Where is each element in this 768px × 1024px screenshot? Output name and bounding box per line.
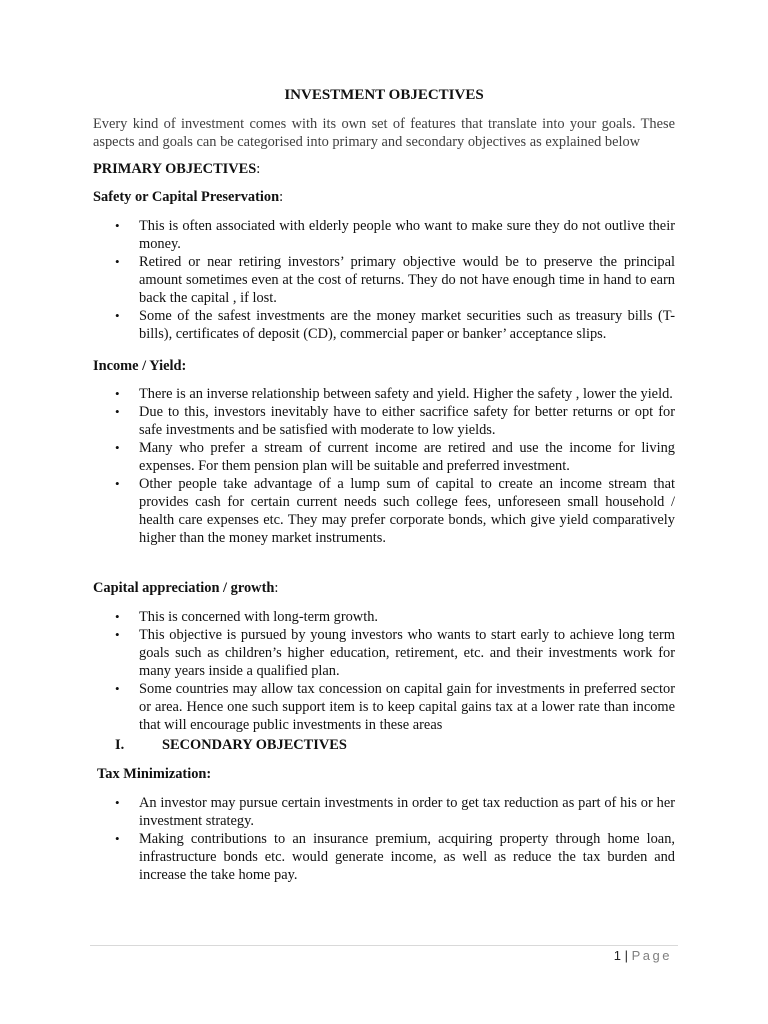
list-item-text: Other people take advantage of a lump sum of capital to create an income stream that provides cash for certain current needs such college fees, unforeseen small household / health care expenses etc. They may prefer corporate bonds, which give yield comparatively higher than the money market instruments. [139,476,675,546]
income-heading-label: Income / Yield: [93,358,187,374]
list-item [93,794,675,830]
income-bullet-list [93,385,675,547]
list-item-text: This objective is pursued by young investors who wants to start early to achieve long term goals such as children’s higher education, retirement, etc. and their investments work for many years inside a qualified plan. [139,627,675,679]
bullet-icon: • [115,831,120,846]
list-item [93,475,675,547]
list-item [93,439,675,475]
bullet-icon: • [115,218,120,233]
income-heading [93,357,675,375]
list-item-text: An investor may pursue certain investments in order to get tax reduction as part of his or her investment strategy. [139,795,675,829]
primary-objectives-heading [93,160,675,178]
page-label: Page [631,948,672,963]
list-item-text: There is an inverse relationship between safety and yield. Higher the safety , lower the yield. [139,386,673,402]
list-item [93,626,675,680]
bullet-icon: • [115,404,120,419]
list-item [93,403,675,439]
list-item-text: Some of the safest investments are the money market securities such as treasury bills (T-bills), certificates of deposit (CD), commercial paper or banker’ acceptance slips. [139,308,675,342]
list-item-text: Due to this, investors inevitably have to either sacrifice safety for better returns or opt for safe investments and be satisfied with moderate to low yields. [139,404,675,438]
list-item-text: Some countries may allow tax concession on capital gain for investments in preferred sector or area. Hence one such support item is to keep capital gains tax at a lower rate than income that will encourage public investments in these areas [139,681,675,733]
list-item-text: This is often associated with elderly people who want to make sure they do not outlive their money. [139,218,675,252]
list-item-text: This is concerned with long-term growth. [139,609,378,625]
tax-heading [97,765,679,783]
list-item [93,307,675,343]
list-item [93,253,675,307]
safety-heading-label: Safety or Capital Preservation [93,189,280,205]
bullet-icon: • [115,609,120,624]
bullet-icon: • [115,795,120,810]
page-footer [614,947,672,965]
list-item [93,680,675,734]
growth-bullet-list [93,608,675,734]
list-item-text: Many who prefer a stream of current income are retired and use the income for living expenses. For them pension plan will be suitable and preferred investment. [139,440,675,474]
bullet-icon: • [115,440,120,455]
intro-paragraph: Every kind of investment comes with its own set of features that translate into your goals. These aspects and goals can be categorised into primary and secondary objectives as explained below [93,116,675,150]
tax-heading-label: Tax Minimization: [97,766,212,782]
document-title: INVESTMENT OBJECTIVES [284,87,484,103]
growth-heading-suffix: : [274,580,279,596]
growth-heading [93,579,675,597]
list-item [93,217,675,253]
secondary-objectives-label: SECONDARY OBJECTIVES [162,737,347,753]
list-item-text: Retired or near retiring investors’ primary objective would be to preserve the principal amount sometimes even at the cost of returns. They do not have enough time in hand to earn back the capital , if lost. [139,254,675,306]
primary-objectives-suffix: : [256,161,261,177]
page-number: 1 [613,948,622,963]
list-item [93,830,675,884]
bullet-icon: • [115,386,120,401]
footer-divider [90,945,678,946]
tax-bullet-list [93,794,675,884]
bullet-icon: • [115,308,120,323]
footer-separator: | [621,948,632,963]
safety-heading-suffix: : [279,189,284,205]
list-item [93,385,675,403]
safety-bullet-list [93,217,675,343]
bullet-icon: • [115,254,120,269]
growth-heading-label: Capital appreciation / growth [93,580,275,596]
bullet-icon: • [115,681,120,696]
secondary-objectives-number: I. [115,737,125,753]
primary-objectives-label: PRIMARY OBJECTIVES [93,161,257,177]
list-item-text: Making contributions to an insurance premium, acquiring property through home loan, infrastructure bonds etc. would generate income, as well as reduce the tax burden and increase the take home pay. [139,831,675,883]
safety-heading [93,188,675,206]
bullet-icon: • [115,627,120,642]
list-item [93,608,675,626]
bullet-icon: • [115,476,120,491]
